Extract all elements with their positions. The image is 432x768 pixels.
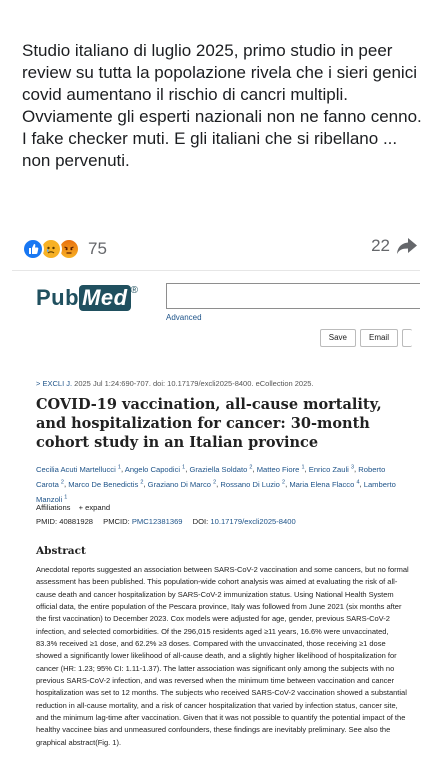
share-count[interactable] <box>371 236 418 256</box>
author-affiliation-number[interactable]: 1 <box>301 464 305 470</box>
chevron-right-icon[interactable]: > <box>36 379 41 388</box>
citation <box>36 379 406 388</box>
post-text <box>22 40 422 172</box>
article-ids <box>36 517 296 526</box>
author-separator: , <box>359 479 364 489</box>
author-affiliation-number[interactable]: 1 <box>64 494 68 501</box>
author-link[interactable]: Lamberto Manzoli $^1$ <box>36 479 396 504</box>
logo-med: Med <box>79 285 131 311</box>
pubmed-logo[interactable] <box>36 285 138 311</box>
author-separator: , <box>354 464 359 474</box>
citation-details: 2025 Jul 1:24:690-707. doi: 10.17179/excli2025-8400. eCollection 2025. <box>74 379 314 388</box>
abstract-heading: Abstract <box>36 545 86 557</box>
author-link[interactable]: Roberto Carota $^2$ <box>36 464 386 489</box>
author-link[interactable]: Graziella Soldato $^2$ <box>189 464 253 474</box>
like-icon <box>22 238 44 260</box>
author-link[interactable]: Enrico Zauli $^3$ <box>308 464 355 474</box>
logo-pub: Pub <box>36 285 80 310</box>
reaction-count: 75 <box>88 239 107 258</box>
author-separator: , <box>143 479 148 489</box>
author-separator: , <box>216 479 221 489</box>
author-affiliation-number[interactable]: 2 <box>60 479 64 486</box>
email-button[interactable]: Email <box>360 329 398 347</box>
author-separator: , <box>120 464 125 474</box>
article-actions <box>320 329 412 347</box>
doi-label: DOI: <box>192 517 209 526</box>
author-affiliation-number[interactable]: 2 <box>213 479 217 486</box>
author-link[interactable]: Cecilia Acuti Martellucci $^1$ <box>36 464 121 474</box>
search-input[interactable] <box>166 283 420 309</box>
post-paragraph-2: Ovviamente gli esperti nazionali non ne fanno cenno. I fake checker muti. E gli italiani che si ribellano ... non pervenuti. <box>22 107 422 170</box>
journal-link[interactable]: EXCLI J. <box>42 379 73 388</box>
author-link[interactable]: Matteo Fiore $^1$ <box>256 464 305 474</box>
author-separator: , <box>304 464 309 474</box>
abstract-text: Anecdotal reports suggested an association between SARS-CoV-2 vaccination and some cancers, but no formal assessment has been published. This population-wide cohort analysis was aimed at evaluating the risk of all-cause death and cancer hospitalization by SARS-CoV-2 immunization status. Using National Health System official data, the entire population of the Pescara province, Italy was followed from June 2021 (six months after the first vaccination) to December 2023. Cox models were adjusted for age, gender, previous SARS-CoV-2 infection, and selected comorbidities. Of the 296,015 residents aged ≥11 years, 16.6% were unvaccinated, 83.3% received ≥1 dose, and 62.2% ≥3 doses. Compared with the unvaccinated, those receiving ≥1 dose showed a significantly lower likelihood of all-cause death, and a slightly higher likelihood of hospitalization for cancer (HR: 1.23; 95% CI: 1.11-1.37). The latter association was significant only among the subjects with no previous SARS-CoV-2 infection, and was reversed when the minimum time between vaccination and cancer hospitalization was set to 12 months. The subjects who received SARS-CoV-2 vaccination showed a substantial reduction in all-cause mortality, and a risk of cancer hospitalization that varied by infection status, cancer site, and the minimum lag-time after vaccination. Given that it was not possible to quantify the potential impact of the healthy vaccinee bias and unmeasured confounders, these findings are inevitably preliminary. See also the graphical abstract(Fig. 1). <box>36 565 409 747</box>
doi-link[interactable]: 10.17179/excli2025-8400 <box>210 517 296 526</box>
affiliations <box>36 503 110 512</box>
affiliations-label: Affiliations <box>36 503 71 512</box>
author-affiliation-number[interactable]: 1 <box>182 464 186 470</box>
logo-reg: ® <box>130 285 139 296</box>
author-separator: , <box>63 479 69 489</box>
pmcid-label: PMCID: <box>103 517 130 526</box>
author-affiliation-number[interactable]: 2 <box>282 479 286 486</box>
save-button[interactable]: Save <box>320 329 356 347</box>
author-link[interactable]: Angelo Capodici $^1$ <box>124 464 186 474</box>
author-link[interactable]: Maria Elena Flacco $^4$ <box>289 479 360 489</box>
advanced-search-link[interactable]: Advanced <box>166 313 202 322</box>
more-button[interactable] <box>402 329 412 347</box>
author-link[interactable]: Graziano Di Marco $^2$ <box>147 479 217 489</box>
share-arrow-icon <box>396 237 418 255</box>
author-affiliation-number[interactable]: 1 <box>117 464 121 470</box>
author-separator: , <box>252 464 257 474</box>
pubmed-header <box>12 271 420 333</box>
author-link[interactable]: Marco De Benedictis $^2$ <box>68 479 144 489</box>
author-separator: , <box>285 479 290 489</box>
pubmed-screenshot <box>12 270 420 768</box>
reactions-summary[interactable] <box>22 236 107 262</box>
author-affiliation-number[interactable]: 4 <box>356 479 360 486</box>
author-affiliation-number[interactable]: 3 <box>350 464 355 470</box>
expand-toggle[interactable]: + expand <box>78 503 111 512</box>
post-paragraph-1: Studio italiano di luglio 2025, primo studio in peer review su tutta la popolazione rivela che i sieri genici covid aumentano il rischio di cancri multipli. <box>22 41 417 104</box>
pmcid-link[interactable]: PMC12381369 <box>131 517 183 526</box>
author-list <box>36 461 406 506</box>
author-affiliation-number[interactable]: 2 <box>140 479 144 486</box>
author-link[interactable]: Rossano Di Luzio $^2$ <box>220 479 286 489</box>
pmid-value: 40881928 <box>59 517 94 526</box>
author-separator: , <box>185 464 190 474</box>
pmid-label: PMID: <box>36 517 58 526</box>
author-affiliation-number[interactable]: 2 <box>249 464 253 470</box>
article-title: COVID-19 vaccination, all-cause mortality, and hospitalization for cancer: 30-month cohort study in an Italian province <box>36 396 382 451</box>
share-count-value: 22 <box>371 236 390 255</box>
